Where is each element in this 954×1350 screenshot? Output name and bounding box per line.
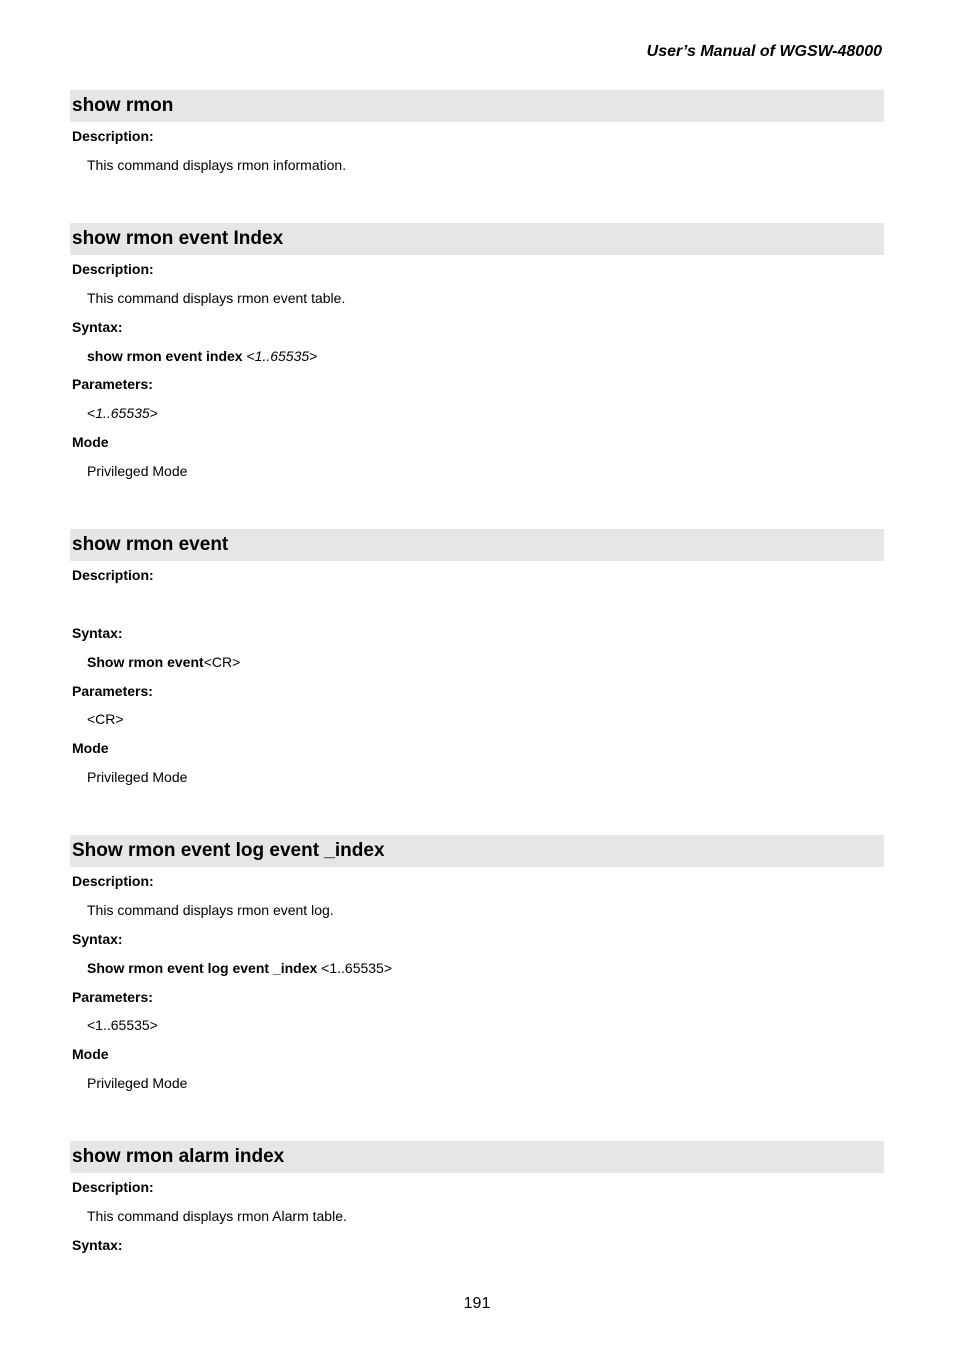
page-number: 191	[463, 1295, 491, 1312]
syntax-line	[87, 347, 317, 365]
description-label: Description:	[72, 128, 154, 144]
syntax-line	[87, 959, 392, 977]
syntax-command: show rmon event index	[87, 348, 243, 364]
parameters-label: Parameters:	[72, 683, 153, 699]
param-close-bracket: >	[149, 405, 158, 421]
syntax-label: Syntax:	[72, 625, 123, 641]
description-label: Description:	[72, 873, 154, 889]
parameters-line	[87, 404, 158, 422]
syntax-command: Show rmon event	[87, 654, 204, 670]
section-title-show-rmon-event: show rmon event	[70, 529, 884, 561]
syntax-argument: 1..65535	[254, 348, 310, 364]
syntax-argument: <CR>	[203, 654, 241, 670]
section-title-show-rmon: show rmon	[70, 90, 884, 122]
section-title-show-rmon-event-index: show rmon event Index	[70, 223, 884, 255]
syntax-open-bracket: <	[242, 348, 255, 364]
syntax-line	[87, 653, 240, 671]
parameters-text: <CR>	[87, 711, 124, 727]
description-text: This command displays rmon event log.	[87, 902, 334, 918]
description-label: Description:	[72, 261, 154, 277]
parameters-text: <1..65535>	[87, 1017, 158, 1033]
mode-label: Mode	[72, 740, 109, 756]
parameters-label: Parameters:	[72, 376, 153, 392]
mode-label: Mode	[72, 1046, 109, 1062]
syntax-label: Syntax:	[72, 1237, 123, 1253]
syntax-command: Show rmon event log event _index	[87, 960, 318, 976]
mode-label: Mode	[72, 434, 109, 450]
param-argument: 1..65535	[95, 405, 150, 421]
parameters-label: Parameters:	[72, 989, 153, 1005]
description-text: This command displays rmon event table.	[87, 290, 346, 306]
description-label: Description:	[72, 1179, 154, 1195]
section-title-show-rmon-event-log: Show rmon event log event _index	[70, 835, 884, 867]
description-text: This command displays rmon Alarm table.	[87, 1208, 347, 1224]
syntax-label: Syntax:	[72, 931, 123, 947]
description-text: This command displays rmon information.	[87, 157, 347, 173]
syntax-label: Syntax:	[72, 319, 123, 335]
syntax-close-bracket: >	[309, 348, 318, 364]
param-open-bracket: <	[87, 405, 96, 421]
mode-text: Privileged Mode	[87, 1075, 188, 1091]
syntax-argument: <1..65535>	[317, 960, 393, 976]
section-title-show-rmon-alarm-index: show rmon alarm index	[70, 1141, 884, 1173]
mode-text: Privileged Mode	[87, 463, 188, 479]
mode-text: Privileged Mode	[87, 769, 188, 785]
description-label: Description:	[72, 567, 154, 583]
document-header-title: User’s Manual of WGSW-48000	[646, 43, 882, 60]
